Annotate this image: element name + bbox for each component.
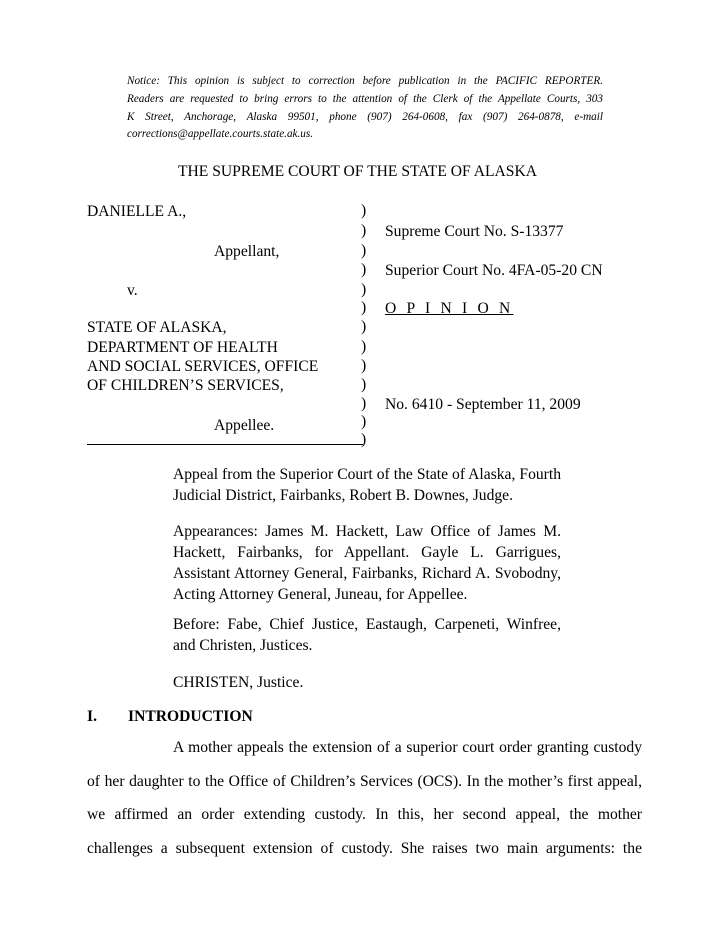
superior-court-number: Superior Court No. 4FA-05-20 CN xyxy=(385,262,603,279)
caption-paren: ) xyxy=(361,261,367,278)
court-name: THE SUPREME COURT OF THE STATE OF ALASKA xyxy=(178,163,537,180)
appeal-from xyxy=(173,464,561,506)
caption-paren: ) xyxy=(361,357,367,374)
caption-divider xyxy=(87,444,363,445)
notice-line: K Street, Anchorage, Alaska 99501, phone (907) 264-0608, fax (907) 264-0878, e-mail xyxy=(127,110,603,123)
appellant-role: Appellant, xyxy=(214,243,280,260)
caption-paren: ) xyxy=(361,395,367,412)
opinion-author: CHRISTEN, Justice. xyxy=(173,674,304,691)
appellee-line: OF CHILDREN’S SERVICES, xyxy=(87,377,284,394)
body-line: we affirmed an order extending custody. In this, her second appeal, the mother xyxy=(87,806,642,823)
caption-paren: ) xyxy=(361,413,367,430)
appellee-line: STATE OF ALASKA, xyxy=(87,319,227,336)
caption-paren: ) xyxy=(361,242,367,259)
appellee-line: DEPARTMENT OF HEALTH xyxy=(87,339,278,356)
appellee-line: AND SOCIAL SERVICES, OFFICE xyxy=(87,358,319,375)
versus: v. xyxy=(127,282,138,299)
caption-paren: ) xyxy=(361,338,367,355)
caption-paren: ) xyxy=(361,431,367,448)
notice-line: Readers are requested to bring errors to the attention of the Clerk of the Appellate Courts, 303 xyxy=(127,92,603,105)
section-number: I. xyxy=(87,708,97,725)
caption-paren: ) xyxy=(361,281,367,298)
caption-paren: ) xyxy=(361,202,367,219)
caption-paren: ) xyxy=(361,318,367,335)
supreme-court-number: Supreme Court No. S-13377 xyxy=(385,223,564,240)
appearances-line: Assistant Attorney General, Fairbanks, Richard A. Svobodny, xyxy=(173,565,561,582)
appellee-role: Appellee. xyxy=(214,417,275,434)
panel-line: and Christen, Justices. xyxy=(173,637,313,654)
section-title: INTRODUCTION xyxy=(128,708,253,725)
appearances-line: Appearances: James M. Hackett, Law Office of James M. xyxy=(173,523,561,540)
panel-line: Before: Fabe, Chief Justice, Eastaugh, Carpeneti, Winfree, xyxy=(173,616,561,633)
correction-notice xyxy=(127,73,603,144)
notice-line: Notice: This opinion is subject to correction before publication in the PACIFIC REPORTER. xyxy=(127,75,603,87)
appearances-line: Acting Attorney General, Juneau, for Appellee. xyxy=(173,586,468,603)
caption-paren: ) xyxy=(361,376,367,393)
body-line: of her daughter to the Office of Children’s Services (OCS). In the mother’s first appeal, xyxy=(87,773,642,790)
opinion-number-date: No. 6410 - September 11, 2009 xyxy=(385,396,581,413)
body-line: challenges a subsequent extension of custody. She raises two main arguments: the xyxy=(87,840,642,857)
opinion-label: O P I N I O N xyxy=(385,300,514,317)
caption-paren: ) xyxy=(361,222,367,239)
notice-line: corrections@appellate.courts.state.ak.us. xyxy=(127,128,314,141)
caption-paren: ) xyxy=(361,299,367,316)
panel-justices xyxy=(173,614,561,656)
appearances xyxy=(173,521,561,605)
appellant-name: DANIELLE A., xyxy=(87,203,187,220)
appeal-from-line: Judicial District, Fairbanks, Robert B. Downes, Judge. xyxy=(173,487,513,504)
appeal-from-line: Appeal from the Superior Court of the State of Alaska, Fourth xyxy=(173,466,561,483)
appearances-line: Hackett, Fairbanks, for Appellant. Gayle L. Garrigues, xyxy=(173,544,561,561)
body-line: A mother appeals the extension of a superior court order granting custody xyxy=(173,739,642,756)
